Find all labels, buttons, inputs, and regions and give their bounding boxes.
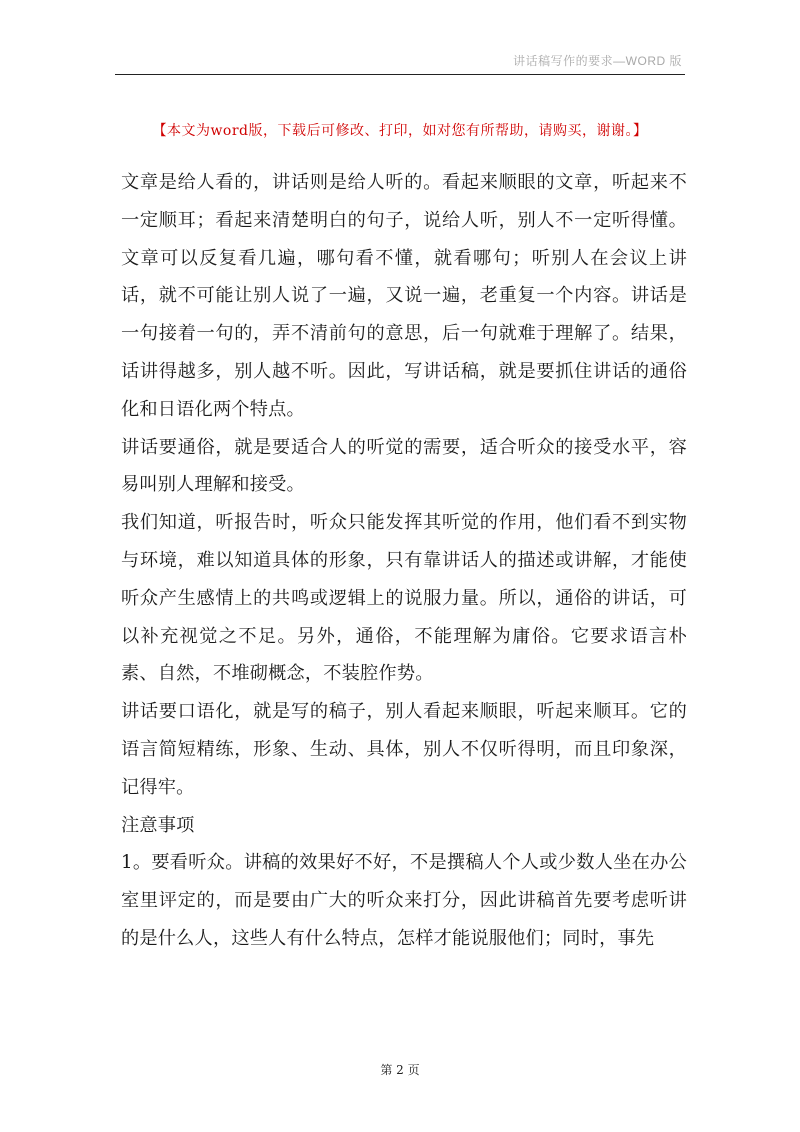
section-heading-notes: 注意事项: [121, 814, 195, 836]
document-body: [121, 164, 687, 958]
paragraph-colloquial: 讲话要口语化，就是写的稿子，别人看起来顺眼，听起来顺耳。它的语言简短精练，形象、生动、具体，别人不仅听得明，而且印象深，记得牢。: [121, 701, 687, 798]
running-header: 讲话稿写作的要求—WORD 版: [513, 54, 682, 68]
paragraph-listening: 我们知道，听报告时，听众只能发挥其听觉的作用，他们看不到实物与环境，难以知道具体的形象，只有靠讲话人的描述或讲解，才能使听众产生感情上的共鸣或逻辑上的说服力量。所以，通俗的讲话，可以补充视觉之不足。另外，通俗，不能理解为庸俗。它要求语言朴素、自然，不堆砌概念，不装腔作势。: [121, 512, 687, 685]
page-number: 第 2 页: [380, 1063, 420, 1077]
paragraph-note-1: 1。要看听众。讲稿的效果好不好，不是撰稿人个人或少数人坐在办公室里评定的，而是要由广大的听众来打分，因此讲稿首先要考虑听讲的是什么人，这些人有什么特点，怎样才能说服他们；同时，事先: [121, 852, 687, 949]
paragraph-plain-language: 讲话要通俗，就是要适合人的听觉的需要，适合听众的接受水平，容易叫别人理解和接受。: [121, 436, 687, 496]
header-divider: [115, 74, 685, 75]
paragraph-intro: 文章是给人看的，讲话则是给人听的。看起来顺眼的文章，听起来不一定顺耳；看起来清楚明白的句子，说给人听，别人不一定听得懂。文章可以反复看几遍，哪句看不懂，就看哪句；听别人在会议上讲话，就不可能让别人说了一遍，又说一遍，老重复一个内容。讲话是一句接着一句的，弄不清前句的意思，后一句就难于理解了。结果，话讲得越多，别人越不听。因此，写讲话稿，就是要抓住讲话的通俗化和日语化两个特点。: [121, 172, 687, 420]
download-notice: 【本文为word版，下载后可修改、打印，如对您有所帮助，请购买，谢谢。】: [152, 123, 648, 139]
